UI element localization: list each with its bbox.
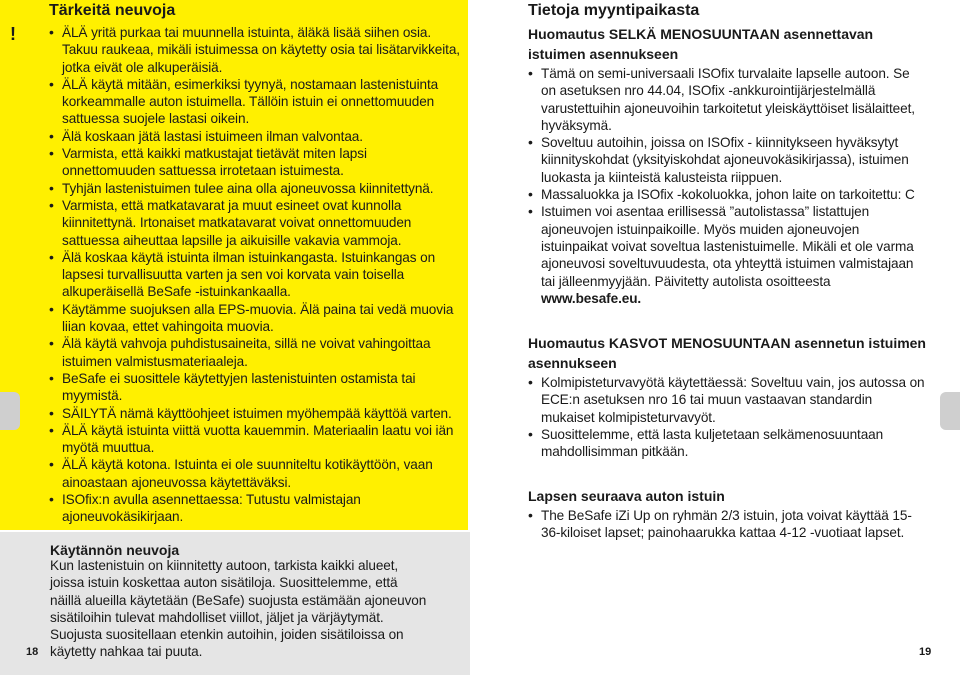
list-item: • ÄLÄ käytä istuinta viittä vuotta kauemmin. Materiaalin laatu voi iän myötä muuttua. — [46, 422, 460, 457]
besafe-link[interactable]: www.besafe.eu. — [541, 290, 642, 306]
right-page — [480, 0, 960, 675]
list-item: • The BeSafe iZi Up on ryhmän 2/3 istuin, jota voivat käyttää 15-36-kiloiset lapset; painohaarukka kattaa 4-12 -vuotiaat lapset. — [525, 507, 925, 542]
list-item: • Kolmipisteturvavyötä käytettäessä: Soveltuu vain, jos autossa on ECE:n asetuksen nro 16 tai muun vastaavan standardin mukaiset kolmipisteturvavyöt. — [525, 374, 925, 426]
list-item: • Tämä on semi-universaali ISOfix turvalaite lapselle autoon. Se on asetuksen nro 44.04, ISOfix -ankkurointijärjestelmällä varustettuihin ajoneuvoihin tarkoitetut yleiskäyttöiset lisälaitteet, hyväksymä. — [525, 65, 925, 134]
list-item: • Varmista, että kaikki matkustajat tietävät miten lapsi onnettomuuden sattuessa irrotetaan istuimesta. — [46, 145, 460, 180]
list-item: • SÄILYTÄ nämä käyttöohjeet istuimen myöhempää käyttöä varten. — [46, 405, 460, 422]
forward-facing-note-title: Huomautus KASVOT MENOSUUNTAAN asennetun istuimen asennukseen — [528, 335, 926, 371]
next-seat-list — [525, 507, 925, 542]
list-item: • Älä koskaa käytä istuinta ilman istuinkangasta. Istuinkangas on lapsesi turvallisuutta varten ja sen voi korvata vain toisella alkuperäisellä BeSafe -istuinkankaalla. — [46, 249, 460, 301]
page-number-right: 19 — [919, 646, 932, 658]
practical-advice-title: Käytännön neuvoja — [50, 542, 180, 558]
list-item: • ÄLÄ käytä kotona. Istuinta ei ole suunniteltu kotikäyttöön, vaan ainoastaan ajoneuvossa käytettäväksi. — [46, 456, 460, 491]
list-item: • Tyhjän lastenistuimen tulee aina olla ajoneuvossa kiinnitettynä. — [46, 180, 460, 197]
list-item: • Älä käytä vahvoja puhdistusaineita, sillä ne voivat vahingoittaa istuimen valmistusmateriaaleja. — [46, 335, 460, 370]
list-item: • ÄLÄ yritä purkaa tai muunnella istuinta, äläkä lisää siihen osia. Takuu raukeaa, mikäli istuimessa on käytetty osia tai lisätarvikkeita, jotka eivät ole alkuperäisiä. — [46, 24, 460, 76]
rear-facing-note-list — [525, 65, 925, 307]
list-item: • Soveltuu autoihin, joissa on ISOfix - kiinnitykseen hyväksytyt kiinnityskohdat (yksityiskohdat ajoneuvokäsikirjassa), istuimen luokasta ja kiinteistä kalusteista riippuen. — [525, 134, 925, 186]
list-item: • BeSafe ei suosittele käytettyjen lastenistuinten ostamista tai myymistä. — [46, 370, 460, 405]
list-item: • Varmista, että matkatavarat ja muut esineet ovat kunnolla kiinnitettynä. Irtonaiset matkatavarat voivat onnettomuuden sattuessa aiheuttaa lapsille ja aikuisille vakavia vammoja. — [46, 197, 460, 249]
list-item: • ISOfix:n avulla asennettaessa: Tutustu valmistajan ajoneuvokäsikirjaan. — [46, 491, 460, 526]
list-item-text: Istuimen voi asentaa erillisessä ”autolistassa” listattujen ajoneuvojen istuinpaikoille. Myös muiden ajoneuvojen istuinpaikat voivat soveltua lastenistuimelle. Mikäli et ole varma ajoneuvosi soveltuvuudesta, ota yhteyttä istuimen valmistajaan tai jälleenmyyjään. Päivitetty autolista osoitteesta — [541, 204, 914, 289]
list-item: • Suosittelemme, että lasta kuljetetaan selkämenosuuntaan mahdollisimman pitkään. — [525, 426, 925, 461]
important-advice-list — [46, 24, 460, 526]
list-item: • Älä koskaan jätä lastasi istuimeen ilman valvontaa. — [46, 128, 460, 145]
page-edge-tab-left — [0, 392, 20, 430]
page-edge-tab-right — [940, 392, 960, 430]
list-item: • Käytämme suojuksen alla EPS-muovia. Älä paina tai vedä muovia liian kovaa, ettet vahingoita muovia. — [46, 301, 460, 336]
warning-icon: ! — [10, 24, 16, 44]
list-item — [525, 203, 925, 307]
page-number-left: 18 — [26, 646, 39, 658]
important-advice-title: Tärkeitä neuvoja — [49, 2, 176, 19]
forward-facing-note-list — [525, 374, 925, 460]
rear-facing-note-title: Huomautus SELKÄ MENOSUUNTAAN asennettavan istuimen asennukseen — [528, 26, 874, 62]
list-item: • Massaluokka ja ISOfix -kokoluokka, johon laite on tarkoitettu: C — [525, 186, 925, 203]
practical-advice-text: Kun lastenistuin on kiinnitetty autoon, tarkista kaikki alueet, joissa istuin koskettaa auton sisätiloja. Suosittelemme, että näillä alueilla käytetään (BeSafe) suojusta estämään ajoneuvon sisätiloihin tulevat mahdolliset viillot, jäljet ja värjäytymät. Suojusta suositellaan etenkin autoihin, joiden sisätiloissa on käytetty nahkaa tai puuta. — [50, 558, 427, 660]
next-seat-title: Lapsen seuraava auton istuin — [528, 488, 725, 504]
list-item: • ÄLÄ käytä mitään, esimerkiksi tyynyä, nostamaan lastenistuinta korkeammalle auton istuimella. Tällöin istuin ei onnettomuuden sattuessa suojele lastasi oikein. — [46, 76, 460, 128]
point-of-sale-title: Tietoja myyntipaikasta — [528, 2, 700, 19]
